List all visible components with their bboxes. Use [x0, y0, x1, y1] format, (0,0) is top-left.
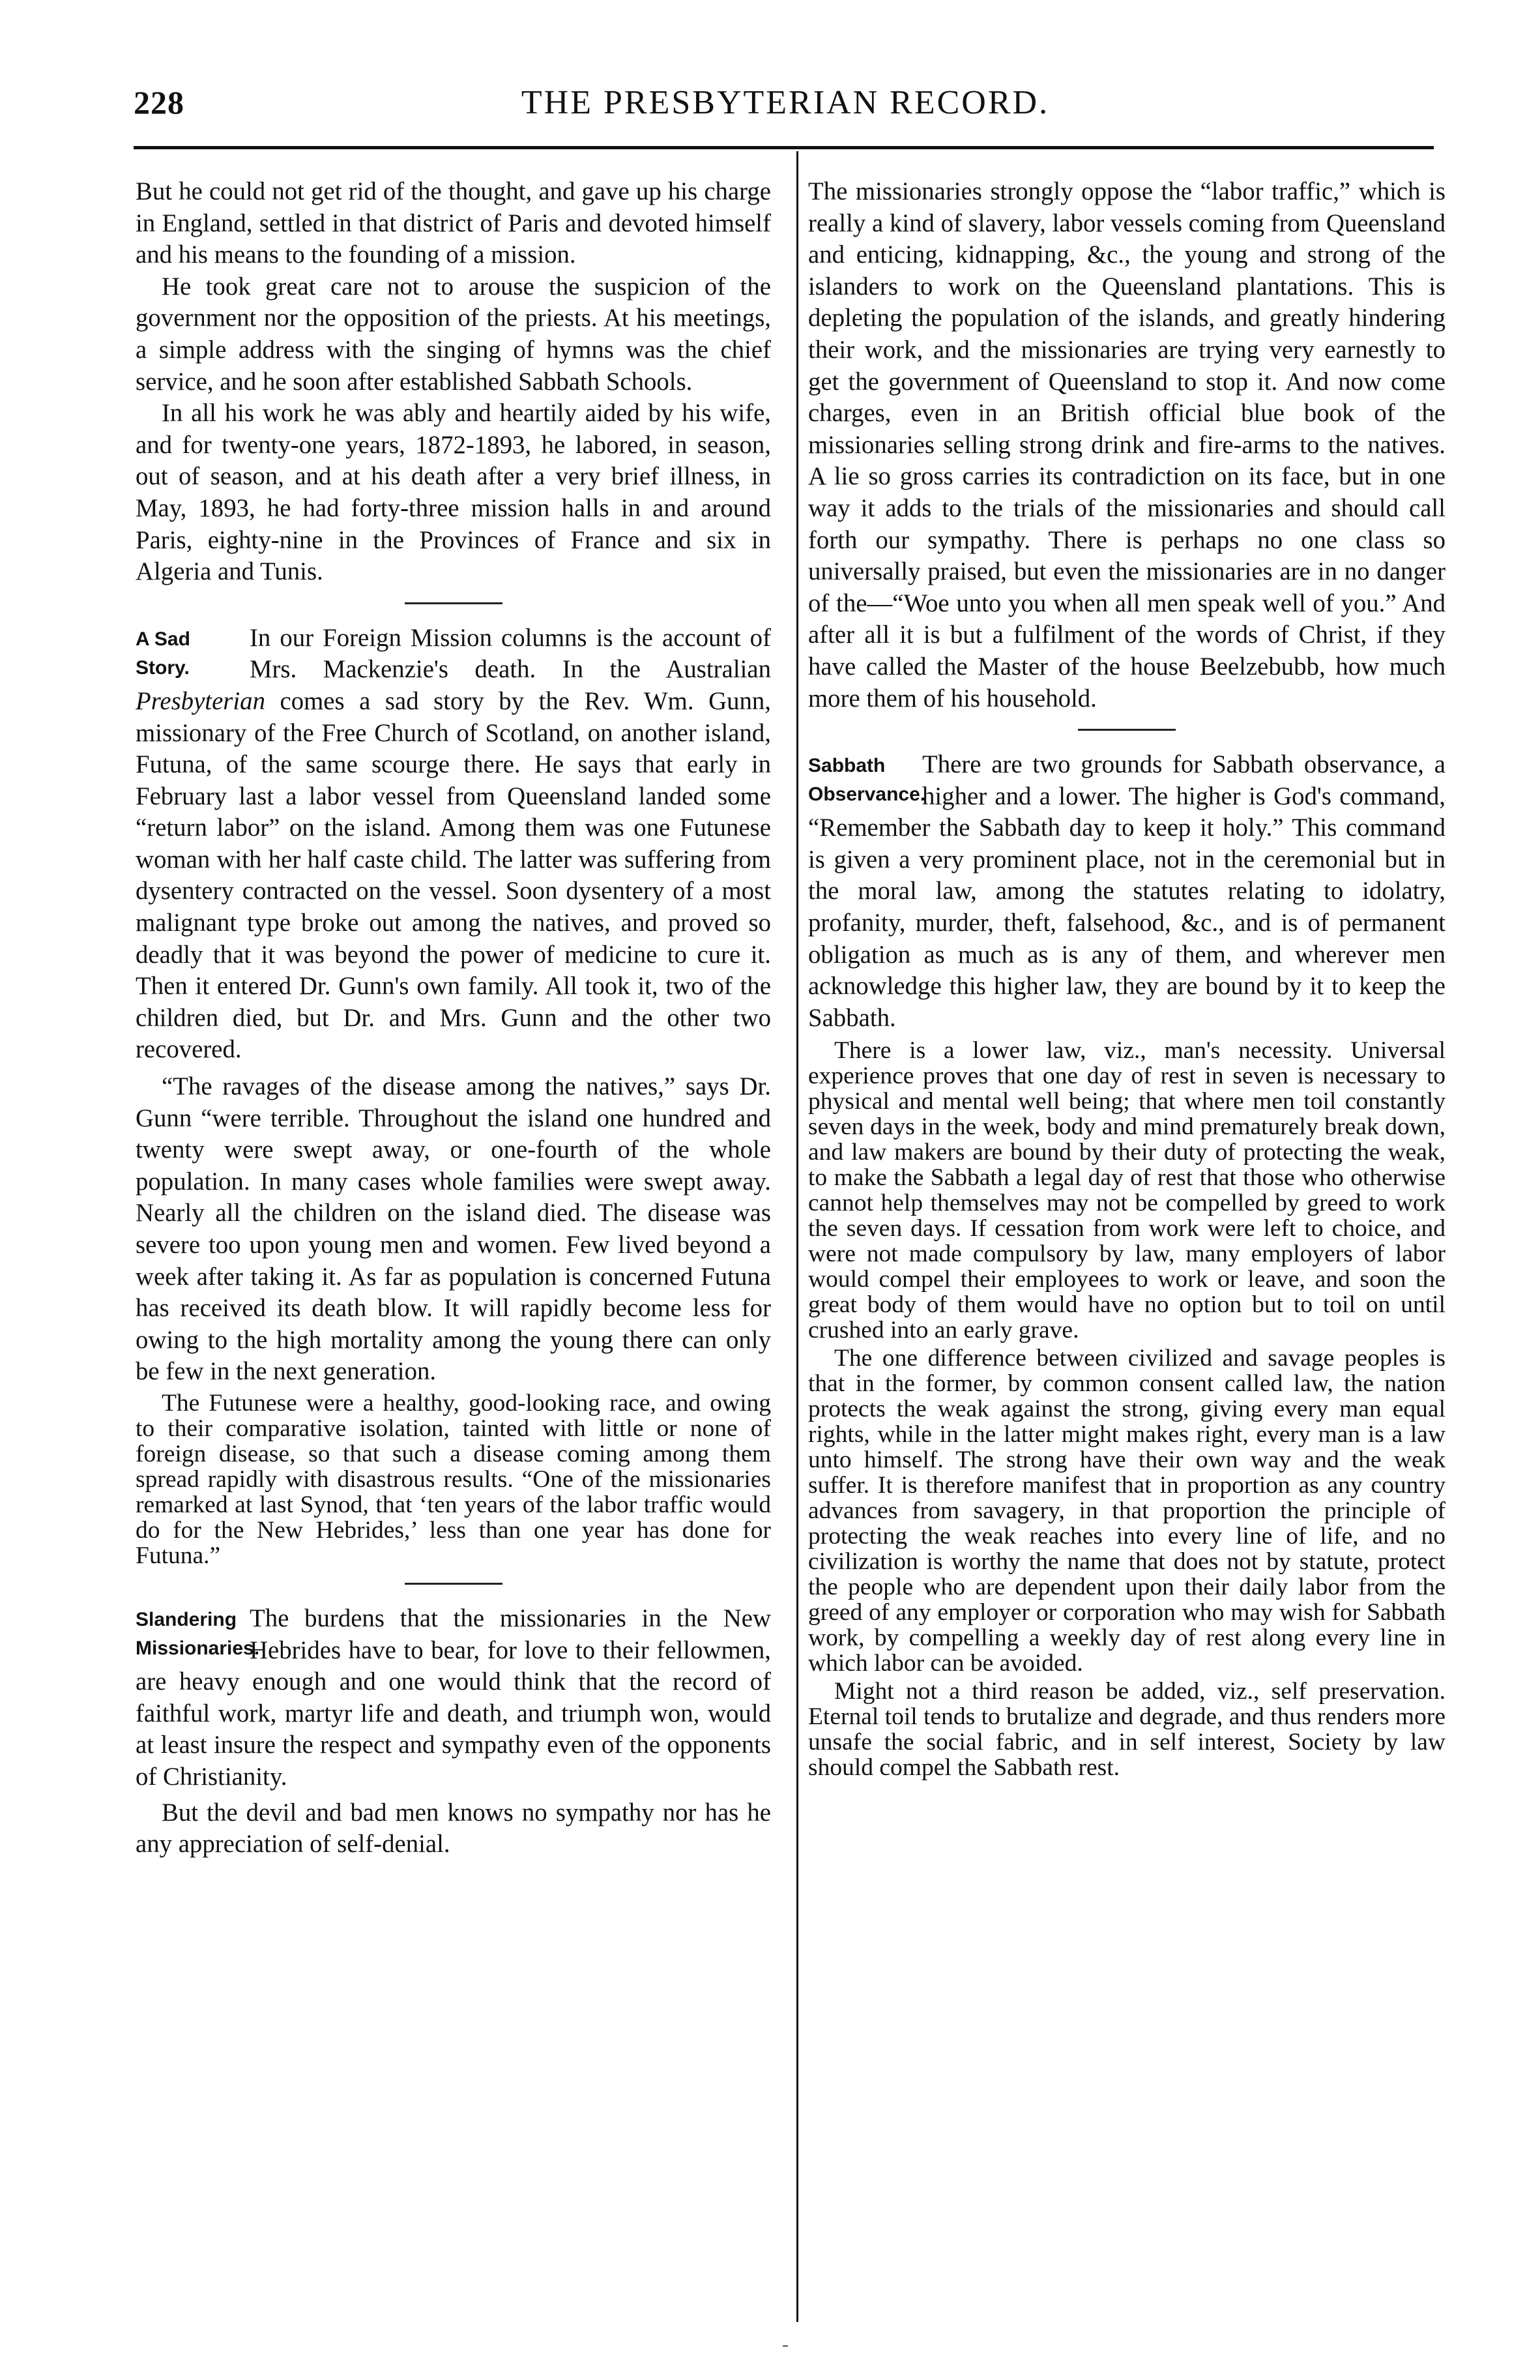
- page-header: [134, 83, 1437, 129]
- left-column: [136, 176, 771, 1860]
- paragraph: The one difference between civilized and savage peoples is that in the former, by common consent called law, the nation protects the weak against the strong, giving every man equal rights, while in the latter might makes right, every man is a law unto himself. The strong have their own way and the weak suffer. It is therefore manifest that in proportion as any country advances from savagery, in that proportion the principle of protecting the weak reaches into every line of life, and no civilization is worthy the name that does not by statute, protect the people who are dependent upon their daily labor from the greed of any employer or corporation who may wish for Sabbath work, by compelling a weekly day of rest along every line in which labor can be avoided.: [808, 1345, 1446, 1677]
- paragraph: But the devil and bad men knows no sympathy nor has he any appreciation of self-denial.: [136, 1798, 771, 1858]
- paragraph: There are two grounds for Sabbath observance, a higher and a lower. The higher is God's command, “Remember the Sabbath day to keep it holy.” This command is given a very prominent place, not in the ceremonial but in the moral law, among the statutes relating to idolatry, profanity, murder, theft, falsehood, &c., and is of permanent obligation as much as is any of them, and wherever men acknowledge this higher law, they are bound by it to keep the Sabbath.: [808, 750, 1446, 1032]
- paragraph: The burdens that the missionaries in the New Hebrides have to bear, for love to their fellowmen, are heavy enough and one would think that the record of faithful work, martyr life and death, and triumph won, would at least insure the respect and sympathy even of the opponents of Christianity.: [136, 1604, 771, 1791]
- paragraph: In all his work he was ably and heartily aided by his wife, and for twenty-one years, 1872-1893, he labored, in season, out of season, and at his death after a very brief illness, in May, 1893, he had forty-three mission halls in and around Paris, eighty-nine in the Provinces of France and six in Algeria and Tunis.: [136, 399, 771, 586]
- side-heading: [808, 752, 926, 809]
- paragraph: There is a lower law, viz., man's necessity. Universal experience proves that one day of rest in seven is necessary to physical and mental well being; that where men toil constantly seven days in the week, body and mind prematurely break down, and law makers are bound by their duty of protecting the weak, to make the Sabbath a legal day of rest that those who otherwise cannot help themselves may not be compelled by greed to work the seven days. If cessation from work were left to choice, and were not made compulsory by law, many employers of labor would compel their employees to work or leave, and soon the great body of them would have no option but to toil on until crushed into an early grave.: [808, 1037, 1446, 1344]
- side-heading-line: Missionaries.: [136, 1637, 260, 1659]
- right-column: [808, 176, 1446, 1780]
- paragraph: “The ravages of the disease among the natives,” says Dr. Gunn “were terrible. Throughout the island one hundred and twenty were swept away, or one-fourth of the whole population. In many cases whole families were swept away. Nearly all the children on the island died. The disease was severe too upon young men and women. Few lived beyond a week after taking it. As far as population is concerned Futuna has received its death blow. It will rapidly become less for owing to the high mortality among the young there can only be few in the next generation.: [136, 1072, 771, 1386]
- side-heading-line: Slandering: [136, 1608, 237, 1630]
- section-divider: [1078, 729, 1176, 731]
- paragraph: Might not a third reason be added, viz., self preservation. Eternal toil tends to brutalize and degrade, and thus renders more unsafe the social fabric, and in self interest, Society by law should compel the Sabbath rest.: [808, 1678, 1446, 1782]
- section-divider: [405, 602, 502, 604]
- side-heading-line: A Sad: [136, 628, 190, 650]
- paragraph-text: comes a sad story by the Rev. Wm. Gunn, missionary of the Free Church of Scotland, on another island, Futuna, of the same scourge there. He says that early in February last a labor vessel from Queensland landed some “return labor” on the island. Among them was one Futunese woman with her half caste child. The latter was suffering from dysentery contracted on the vessel. Soon dysentery of a most malignant type broke out among the natives, and proved so deadly that it was beyond the power of medicine to cure it. Then it entered Dr. Gunn's own family. All took it, two of the children died, but Dr. and Mrs. Gunn and the other two recovered.: [136, 686, 771, 1064]
- paragraph: He took great care not to arouse the suspicion of the government nor the opposition of the priests. At his meetings, a simple address with the singing of hymns was the chief service, and he soon after established Sabbath Schools.: [136, 272, 771, 396]
- paragraph: [136, 623, 771, 1066]
- column-divider: [796, 151, 798, 2322]
- paragraph: But he could not get rid of the thought, and gave up his charge in England, settled in that district of Paris and devoted himself and his means to the founding of a mission.: [136, 177, 771, 269]
- paragraph: The Futunese were a healthy, good-looking race, and owing to their comparative isolation, tainted with little or none of foreign disease, so that such a disease coming among them spread rapidly with disastrous results. “One of the missionaries remarked at last Synod, that ‘ten years of the labor traffic would do for the New Hebrides,’ less than one year has done for Futuna.”: [136, 1389, 771, 1569]
- side-heading: [136, 1606, 260, 1663]
- paragraph-text: In our Foreign Mission columns is the account of Mrs. Mackenzie's death. In the Australian: [250, 623, 771, 684]
- section-sabbath-observance: [808, 749, 1446, 1034]
- footer-mark: -: [782, 2334, 789, 2355]
- section-divider: [405, 1583, 502, 1585]
- header-rule: [134, 146, 1434, 149]
- side-heading: [136, 625, 243, 683]
- side-heading-line: Story.: [136, 656, 190, 679]
- italic-title: Presbyterian: [136, 686, 265, 715]
- section-sad-story: [136, 623, 771, 1066]
- paragraph: The missionaries strongly oppose the “labor traffic,” which is really a kind of slavery, labor vessels coming from Queensland and enticing, kidnapping, &c., the young and strong of the islanders to work on the Queensland plantations. This is depleting the population of the islands, and greatly hindering their work, and the missionaries are trying very earnestly to get the government of Queensland to stop it. And now come charges, even in an British official blue book of the missionaries selling strong drink and fire-arms to the natives. A lie so gross carries its contradiction on its face, but in one way it adds to the trials of the missionaries and should call forth our sympathy. There is perhaps no one class so universally praised, but even the missionaries are in no danger of the—“Woe unto you when all men speak well of you.” And after all it is but a fulfilment of the words of Christ, if they have called the Master of the house Beelzebubb, how much more them of his household.: [808, 177, 1446, 713]
- section-slandering: [136, 1603, 771, 1793]
- running-title: THE PRESBYTERIAN RECORD.: [521, 84, 1050, 121]
- page-number: 228: [134, 84, 184, 121]
- side-heading-line: Observance.: [808, 784, 926, 806]
- side-heading-line: Sabbath: [808, 755, 886, 777]
